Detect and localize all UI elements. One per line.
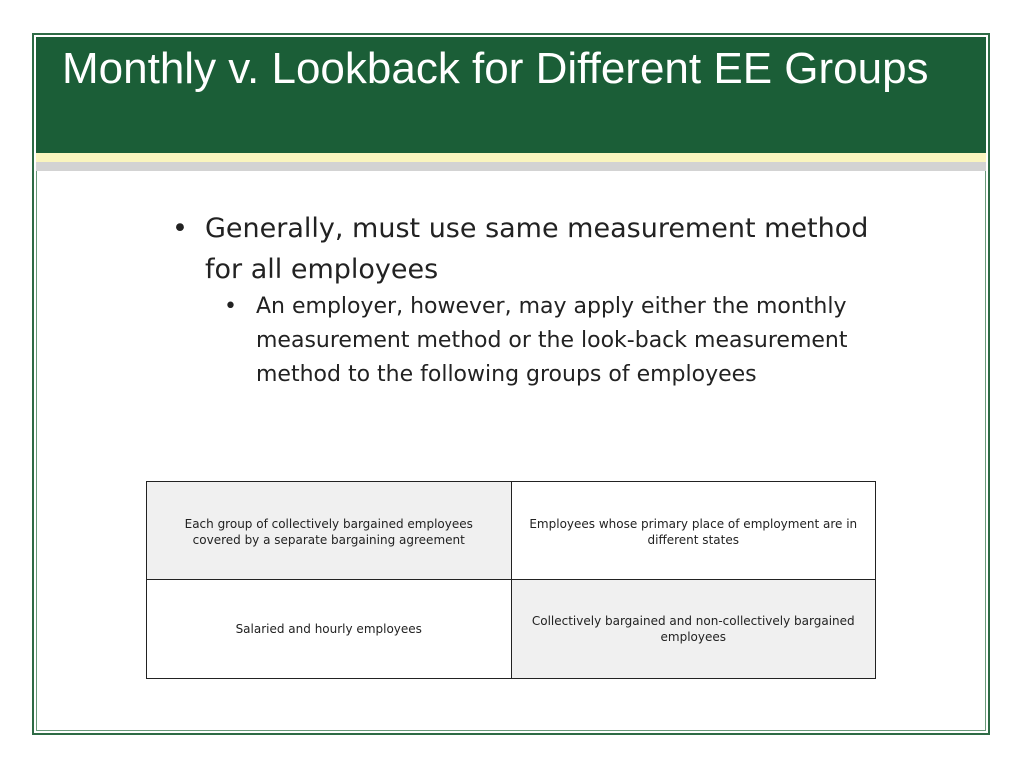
slide-title: Monthly v. Lookback for Different EE Groups	[62, 44, 929, 93]
bullet-list	[172, 208, 892, 392]
title-accent-stripe	[36, 153, 986, 162]
bullet-item	[172, 208, 892, 290]
sub-bullet-item	[224, 290, 892, 392]
employee-groups-table	[146, 481, 876, 679]
bullet-text: Generally, must use same measurement method for all employees	[205, 213, 869, 285]
title-bar	[36, 37, 986, 153]
table-row	[147, 482, 876, 580]
sub-bullet-text: An employer, however, may apply either the monthly measurement method or the look-back measurement method to the following groups of employees	[256, 294, 848, 387]
title-shadow-stripe	[36, 162, 986, 171]
bullet-dot-icon: •	[172, 213, 188, 244]
table-cell: Salaried and hourly employees	[147, 580, 512, 679]
table-row	[147, 580, 876, 679]
bullet-dot-icon: •	[224, 294, 237, 319]
table-cell: Each group of collectively bargained employees covered by a separate bargaining agreement	[147, 482, 512, 580]
table-cell: Employees whose primary place of employment are in different states	[511, 482, 876, 580]
table-cell: Collectively bargained and non-collectively bargained employees	[511, 580, 876, 679]
